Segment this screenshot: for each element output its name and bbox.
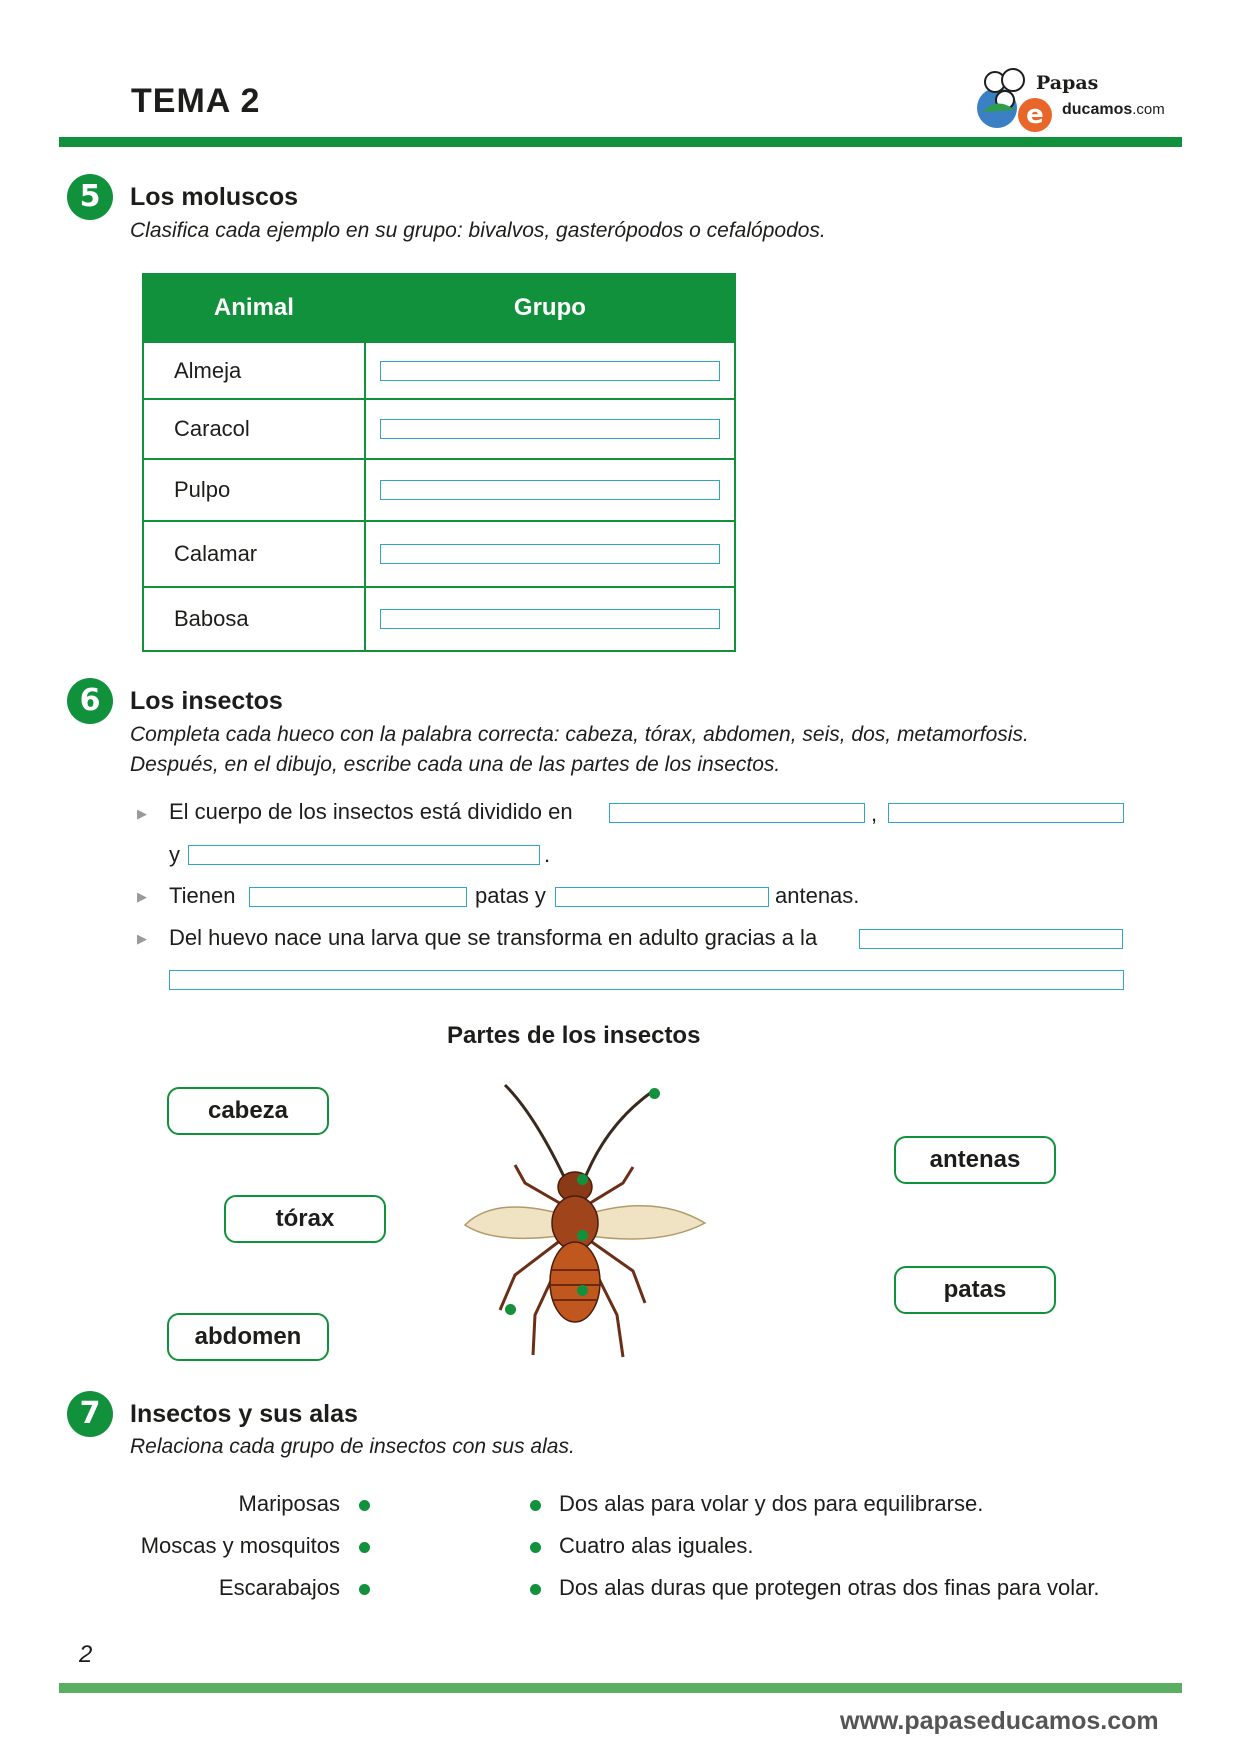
logo-text-papas: Papas [1036, 72, 1099, 94]
svg-text:e: e [1026, 100, 1044, 130]
animal-cell: Caracol [143, 399, 365, 459]
section-title-insectos: Los insectos [130, 687, 283, 715]
match-left-item: Mariposas [238, 1491, 340, 1516]
section-instruction-insectos-2: Después, en el dibujo, escribe cada una de las partes de los insectos. [130, 753, 781, 776]
match-right-dot[interactable] [530, 1584, 541, 1595]
diagram-title: Partes de los insectos [447, 1022, 701, 1049]
animal-cell: Pulpo [143, 459, 365, 521]
label-cabeza: cabeza [167, 1087, 329, 1135]
label-antenas: antenas [894, 1136, 1056, 1184]
animal-cell: Babosa [143, 587, 365, 651]
match-left-dot[interactable] [359, 1500, 370, 1511]
leg-pointer-dot [505, 1304, 516, 1315]
abdomen-pointer-dot [577, 1285, 588, 1296]
match-right-dot[interactable] [530, 1500, 541, 1511]
section-title-moluscos: Los moluscos [130, 183, 299, 211]
table-row [143, 399, 735, 459]
footer-url: www.papaseducamos.com [840, 1707, 1159, 1735]
match-left-dot[interactable] [359, 1542, 370, 1553]
grupo-input[interactable] [380, 419, 720, 439]
section-number-5: 5 [67, 174, 113, 220]
label-patas: patas [894, 1266, 1056, 1314]
moluscos-table [142, 273, 736, 652]
section-instruction-alas: Relaciona cada grupo de insectos con sus alas. [130, 1435, 575, 1458]
footer-divider [59, 1683, 1182, 1693]
logo-text-educamos: ducamos.com [1062, 101, 1165, 118]
thorax-pointer-dot [577, 1230, 588, 1241]
match-right-dot[interactable] [530, 1542, 541, 1553]
match-left-dot[interactable] [359, 1584, 370, 1595]
column-header-grupo: Grupo [365, 274, 735, 342]
head-pointer-dot [577, 1174, 588, 1185]
sentence-1-dot: . [544, 842, 551, 867]
antenna-pointer-dot [649, 1088, 660, 1099]
section-instruction-moluscos: Clasifica cada ejemplo en su grupo: bivalvos, gasterópodos o cefalópodos. [130, 219, 826, 242]
match-right-item: Cuatro alas iguales. [559, 1533, 754, 1558]
sentence-1-y: y [169, 842, 180, 867]
sentence-1-comma: , [871, 801, 878, 826]
sentence-2-tienen: Tienen [169, 883, 236, 908]
section-number-7: 7 [67, 1391, 113, 1437]
match-right-item: Dos alas duras que protegen otras dos finas para volar. [559, 1575, 1100, 1600]
table-row [143, 342, 735, 399]
sentence-2-antenas: antenas. [775, 883, 860, 908]
animal-cell: Calamar [143, 521, 365, 587]
sentence-3-text: Del huevo nace una larva que se transforma en adulto gracias a la [169, 925, 818, 950]
section-title-alas: Insectos y sus alas [130, 1400, 358, 1428]
table-row [143, 521, 735, 587]
column-header-animal: Animal [143, 274, 365, 342]
blank-input[interactable] [609, 803, 865, 823]
table-row [143, 459, 735, 521]
label-torax: tórax [224, 1195, 386, 1243]
bullet-arrow-icon: ▶ [137, 806, 147, 821]
match-right-item: Dos alas para volar y dos para equilibrarse. [559, 1491, 984, 1516]
wasp-illustration-icon [455, 1075, 715, 1365]
grupo-input[interactable] [380, 544, 720, 564]
blank-input[interactable] [888, 803, 1124, 823]
match-left-item: Escarabajos [218, 1575, 340, 1600]
blank-input-long[interactable] [169, 970, 1124, 990]
sentence-1-text: El cuerpo de los insectos está dividido en [169, 799, 573, 824]
page-number: 2 [79, 1641, 93, 1668]
label-abdomen: abdomen [167, 1313, 329, 1361]
table-row [143, 587, 735, 651]
bullet-arrow-icon: ▶ [137, 931, 147, 946]
match-left-item: Moscas y mosquitos [140, 1533, 340, 1558]
bullet-arrow-icon: ▶ [137, 889, 147, 904]
blank-input[interactable] [859, 929, 1123, 949]
section-instruction-insectos-1: Completa cada hueco con la palabra correcta: cabeza, tórax, abdomen, seis, dos, metamorfosis. [130, 723, 1029, 746]
grupo-input[interactable] [380, 480, 720, 500]
blank-input[interactable] [188, 845, 540, 865]
header-divider [59, 137, 1182, 147]
animal-cell: Almeja [143, 342, 365, 399]
sentence-2-patas: patas y [475, 883, 546, 908]
grupo-input[interactable] [380, 609, 720, 629]
page-title: TEMA 2 [131, 82, 261, 120]
blank-input[interactable] [555, 887, 769, 907]
section-number-6: 6 [67, 678, 113, 724]
blank-input[interactable] [249, 887, 467, 907]
grupo-input[interactable] [380, 361, 720, 381]
